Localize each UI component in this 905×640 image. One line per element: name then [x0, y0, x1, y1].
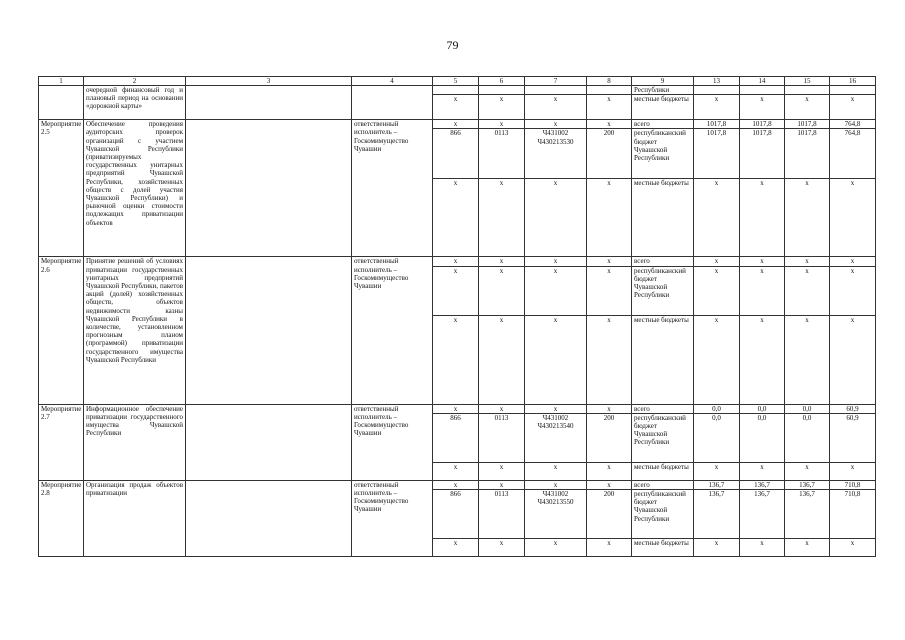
table-cell: х — [479, 539, 525, 557]
table-cell: 866 — [433, 413, 479, 462]
table-cell: х — [479, 315, 525, 404]
table-cell: х — [740, 179, 785, 257]
executor-cell: ответственный исполнитель – Госкомимущество Чувашии — [352, 480, 433, 556]
funding-source: местные бюджеты — [632, 179, 694, 257]
table-cell: х — [830, 315, 876, 404]
table-cell: х — [830, 257, 876, 266]
table-cell: х — [479, 120, 525, 129]
table-cell: х — [525, 462, 587, 480]
table-cell: 764,8 — [830, 129, 876, 179]
header-cell: 3 — [186, 77, 352, 86]
table-cell: х — [479, 266, 525, 315]
table-cell: 0,0 — [785, 404, 830, 413]
table-cell: 1017,8 — [740, 129, 785, 179]
table-cell — [740, 86, 785, 95]
table-cell: х — [785, 179, 830, 257]
header-cell: 14 — [740, 77, 785, 86]
empty-cell — [186, 480, 352, 556]
table-cell: х — [740, 462, 785, 480]
table-cell: х — [525, 539, 587, 557]
table-cell: х — [830, 179, 876, 257]
table-cell: х — [785, 257, 830, 266]
table-cell: 136,7 — [694, 480, 740, 489]
empty-cell — [186, 86, 352, 120]
table-cell: х — [433, 257, 479, 266]
table-cell: 200 — [587, 413, 632, 462]
table-cell: 1017,8 — [740, 120, 785, 129]
table-cell: 1017,8 — [785, 129, 830, 179]
empty-cell — [186, 404, 352, 480]
table-cell: 200 — [587, 129, 632, 179]
table-cell: х — [525, 257, 587, 266]
table-cell: х — [785, 315, 830, 404]
table-cell: х — [830, 266, 876, 315]
funding-source: всего — [632, 257, 694, 266]
table-cell: 0,0 — [740, 413, 785, 462]
table-cell: х — [785, 539, 830, 557]
funding-source: всего — [632, 120, 694, 129]
table-cell: х — [587, 266, 632, 315]
table-cell: х — [525, 404, 587, 413]
table-cell: х — [525, 315, 587, 404]
header-cell: 13 — [694, 77, 740, 86]
table-cell — [587, 86, 632, 95]
table-cell: х — [479, 179, 525, 257]
table-cell: х — [694, 266, 740, 315]
funding-source: республиканский бюджет Чувашской Республики — [632, 413, 694, 462]
table-cell: 1017,8 — [785, 120, 830, 129]
funding-source: республиканский бюджет Чувашской Республики — [632, 266, 694, 315]
table-cell: х — [785, 462, 830, 480]
table-cell: 60,9 — [830, 413, 876, 462]
header-cell: 15 — [785, 77, 830, 86]
table-cell: 710,8 — [830, 480, 876, 489]
table-cell: 60,9 — [830, 404, 876, 413]
table-cell: 866 — [433, 129, 479, 179]
funding-source: республиканский бюджет Чувашской Республики — [632, 490, 694, 539]
table-cell: 710,8 — [830, 490, 876, 539]
table-cell: 200 — [587, 490, 632, 539]
table-cell: 136,7 — [694, 490, 740, 539]
table-cell: х — [830, 462, 876, 480]
table-cell: х — [433, 179, 479, 257]
table-row — [39, 257, 876, 266]
table-cell: х — [740, 315, 785, 404]
header-cell: 2 — [84, 77, 186, 86]
header-cell: 1 — [39, 77, 84, 86]
table-cell: х — [740, 95, 785, 120]
table-cell: х — [525, 120, 587, 129]
measure-id-cell: Мероприятие 2.5 — [39, 120, 84, 257]
table-cell: х — [433, 95, 479, 120]
measure-description: очередной финансовый год и плановый период на основании «дорожной карты» — [84, 86, 186, 120]
measure-id-cell: Мероприятие 2.8 — [39, 480, 84, 556]
table-cell: 136,7 — [740, 490, 785, 539]
funding-source: местные бюджеты — [632, 315, 694, 404]
table-cell: х — [587, 404, 632, 413]
table-cell: х — [740, 257, 785, 266]
table-cell: х — [587, 315, 632, 404]
table-cell — [830, 86, 876, 95]
table-cell: х — [587, 95, 632, 120]
table-cell — [785, 86, 830, 95]
funding-source: Республики — [632, 86, 694, 95]
funding-source: местные бюджеты — [632, 539, 694, 557]
table-cell: х — [479, 480, 525, 489]
empty-cell — [186, 257, 352, 404]
empty-cell — [186, 120, 352, 257]
table-cell: х — [525, 480, 587, 489]
table-cell: 0113 — [479, 490, 525, 539]
table-cell: х — [433, 266, 479, 315]
table-cell: 136,7 — [785, 480, 830, 489]
table-cell — [479, 86, 525, 95]
table-cell — [525, 86, 587, 95]
measure-id-cell: Мероприятие 2.6 — [39, 257, 84, 404]
table-cell: х — [587, 179, 632, 257]
page-number: 79 — [446, 38, 459, 52]
table-cell — [694, 86, 740, 95]
table-cell: Ч431002 Ч430213540 — [525, 413, 587, 462]
table-cell: х — [740, 266, 785, 315]
table-cell: 0,0 — [785, 413, 830, 462]
measure-description: Обеспечение проведения аудиторских проверок организаций с участием Чувашской Республики (приватизируемых государственных унитарных предприятий Чувашской Республики, хозяйственных обществ с долей участия Чувашской Республики) и рыночной оценки стоимости подлежащих приватизации объектов — [84, 120, 186, 257]
table-cell: х — [830, 95, 876, 120]
table-cell: 1017,8 — [694, 120, 740, 129]
measure-description: Организация продаж объектов приватизации — [84, 480, 186, 556]
funding-source: местные бюджеты — [632, 462, 694, 480]
table-cell: 136,7 — [740, 480, 785, 489]
executor-cell: ответственный исполнитель – Госкомимущество Чувашии — [352, 404, 433, 480]
header-cell: 9 — [632, 77, 694, 86]
table-cell: Ч431002 Ч430213550 — [525, 490, 587, 539]
table-cell: 0113 — [479, 129, 525, 179]
funding-source: всего — [632, 404, 694, 413]
table-cell: х — [587, 462, 632, 480]
header-cell: 4 — [352, 77, 433, 86]
header-cell: 5 — [433, 77, 479, 86]
table-cell: х — [740, 539, 785, 557]
table-cell: х — [525, 95, 587, 120]
table-cell: 0,0 — [694, 413, 740, 462]
header-row — [39, 77, 876, 86]
table-cell: х — [433, 315, 479, 404]
table-row — [39, 120, 876, 129]
table-cell: х — [587, 257, 632, 266]
funding-source: местные бюджеты — [632, 95, 694, 120]
table-cell: х — [694, 257, 740, 266]
table-cell: х — [587, 120, 632, 129]
measure-description: Принятие решений об условиях приватизации государственных унитарных предприятий Чувашской Республики, пакетов акций (долей) хозяйственных обществ, объектов недвижимости казны Чувашской Республики в количестве, установленном прогнозным планом (программой) приватизации государственного имущества Чувашской Республики — [84, 257, 186, 404]
executor-cell — [352, 86, 433, 120]
table-cell: х — [479, 462, 525, 480]
header-cell: 8 — [587, 77, 632, 86]
table-row — [39, 480, 876, 489]
header-cell: 7 — [525, 77, 587, 86]
table-cell: х — [479, 404, 525, 413]
table-cell: 0,0 — [694, 404, 740, 413]
table-cell: х — [433, 480, 479, 489]
table-cell: х — [587, 539, 632, 557]
table-cell: х — [694, 315, 740, 404]
budget-table — [38, 76, 876, 557]
measure-id-cell — [39, 86, 84, 120]
table-cell: 764,8 — [830, 120, 876, 129]
table-cell: х — [587, 480, 632, 489]
table-cell: х — [525, 266, 587, 315]
measure-id-cell: Мероприятие 2.7 — [39, 404, 84, 480]
table-cell: х — [785, 266, 830, 315]
table-cell: х — [785, 95, 830, 120]
table-cell: х — [694, 462, 740, 480]
table-row — [39, 404, 876, 413]
executor-cell: ответственный исполнитель – Госкомимущество Чувашии — [352, 120, 433, 257]
table-cell: 0113 — [479, 413, 525, 462]
table-cell: х — [479, 95, 525, 120]
table-cell: х — [433, 120, 479, 129]
table-row — [39, 86, 876, 95]
table-cell: 1017,8 — [694, 129, 740, 179]
header-cell: 6 — [479, 77, 525, 86]
table-cell: х — [694, 95, 740, 120]
table-cell: х — [479, 257, 525, 266]
funding-source: всего — [632, 480, 694, 489]
table-cell: х — [525, 179, 587, 257]
table-cell: х — [433, 539, 479, 557]
table-cell: х — [830, 539, 876, 557]
table-cell: х — [433, 404, 479, 413]
table-cell: Ч431002 Ч430213530 — [525, 129, 587, 179]
table-cell — [433, 86, 479, 95]
table-cell: х — [433, 462, 479, 480]
table-cell: х — [694, 179, 740, 257]
table-cell: 866 — [433, 490, 479, 539]
table-cell: 136,7 — [785, 490, 830, 539]
table-cell: 0,0 — [740, 404, 785, 413]
table-cell: х — [694, 539, 740, 557]
header-cell: 16 — [830, 77, 876, 86]
measure-description: Информационное обеспечение приватизации государственного имущества Чувашской Республики — [84, 404, 186, 480]
funding-source: республиканский бюджет Чувашской Республики — [632, 129, 694, 179]
executor-cell: ответственный исполнитель – Госкомимущество Чувашии — [352, 257, 433, 404]
